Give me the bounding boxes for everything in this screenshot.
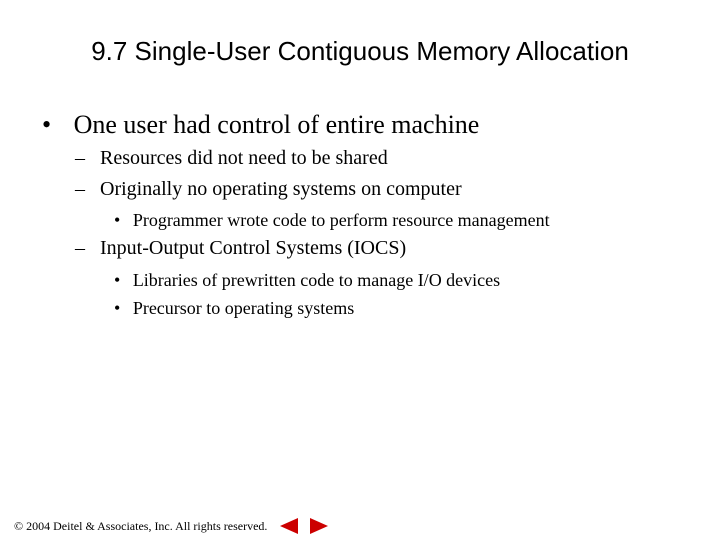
dash-marker: – [75,237,85,259]
bullet-marker: • [114,298,121,318]
next-slide-button[interactable] [307,516,331,536]
bullet-marker: • [114,210,121,230]
sub-sub-bullet-text: Programmer wrote code to perform resource management [132,210,550,230]
bullet-text: One user had control of entire machine [73,110,480,139]
sub-bullet-text: Resources did not need to be shared [100,147,388,169]
copyright-footer [14,519,267,534]
sub-bullet-text: Input-Output Control Systems (IOCS) [100,237,407,259]
dash-marker: – [75,147,85,169]
triangle-right-icon [307,516,331,536]
sub-bullet-text: Originally no operating systems on computer [100,178,462,200]
previous-slide-button[interactable] [277,516,301,536]
sub-bullet-item [75,147,388,170]
sub-sub-bullet-item [114,270,500,291]
dash-marker: – [75,178,85,200]
sub-bullet-item [75,178,462,201]
triangle-left-icon [277,516,301,536]
slide-title: 9.7 Single-User Contiguous Memory Allocation [91,36,629,66]
sub-sub-bullet-item [114,298,354,319]
copyright-text: 2004 Deitel & Associates, Inc. All rights reserved. [26,519,268,533]
sub-sub-bullet-text: Libraries of prewritten code to manage I/O devices [132,270,501,290]
sub-sub-bullet-item [114,210,550,231]
sub-sub-bullet-text: Precursor to operating systems [132,298,355,318]
bullet-item [42,110,479,140]
bullet-marker: • [114,270,121,290]
bullet-marker: • [42,110,52,139]
copyright-symbol: © [14,519,24,533]
sub-bullet-item [75,237,406,260]
